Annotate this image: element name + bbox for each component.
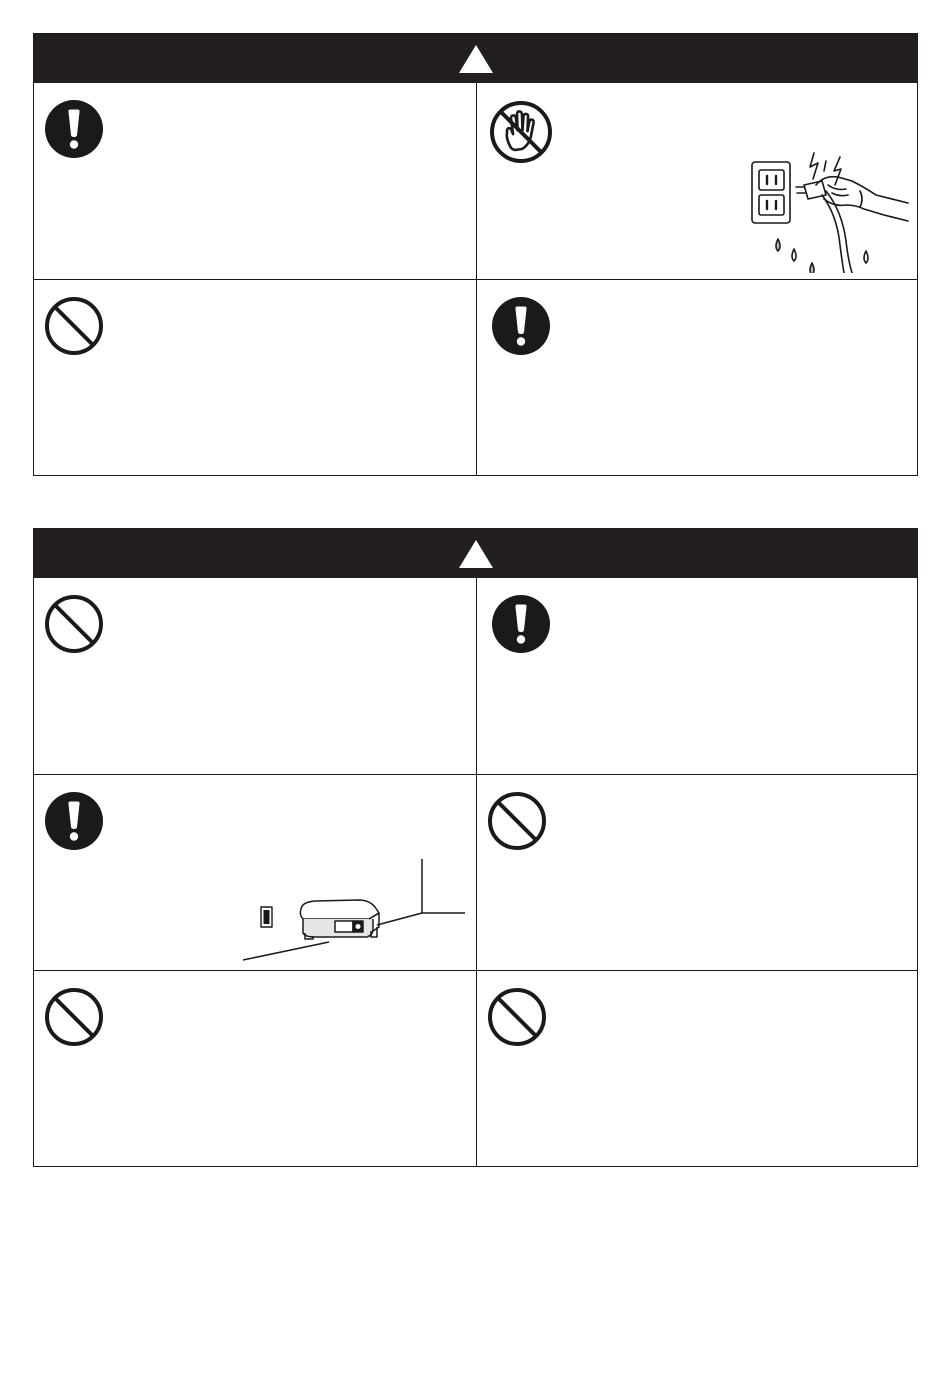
mandatory-exclamation-icon [491,594,551,654]
prohibition-icon [487,791,547,851]
top-cell-2 [476,83,917,279]
bottom-cell-6 [476,970,917,1166]
prohibition-icon [487,987,547,1047]
bottom-cell-3 [34,774,476,970]
prohibition-icon [44,296,104,356]
bottom-cell-4 [476,774,917,970]
bottom-cell-1 [34,578,476,774]
device-near-wall-illustration [239,857,475,965]
mandatory-exclamation-icon [44,791,104,851]
wet-hand-plug-illustration [742,151,912,273]
top-cell-3 [34,279,476,475]
top-cell-1 [34,83,476,279]
top-cell-4 [476,279,917,475]
warning-triangle-icon [458,44,494,74]
bottom-cell-5 [34,970,476,1166]
bottom-panel-header [34,529,917,578]
bottom-cell-2 [476,578,917,774]
top-panel-header [34,34,917,83]
do-not-touch-hand-icon [489,100,553,164]
bottom-caution-panel [33,528,918,1167]
mandatory-exclamation-icon [44,99,104,159]
prohibition-icon [44,987,104,1047]
warning-triangle-icon [458,539,494,569]
mandatory-exclamation-icon [491,296,551,356]
top-warning-panel [33,33,918,476]
prohibition-icon [44,594,104,654]
